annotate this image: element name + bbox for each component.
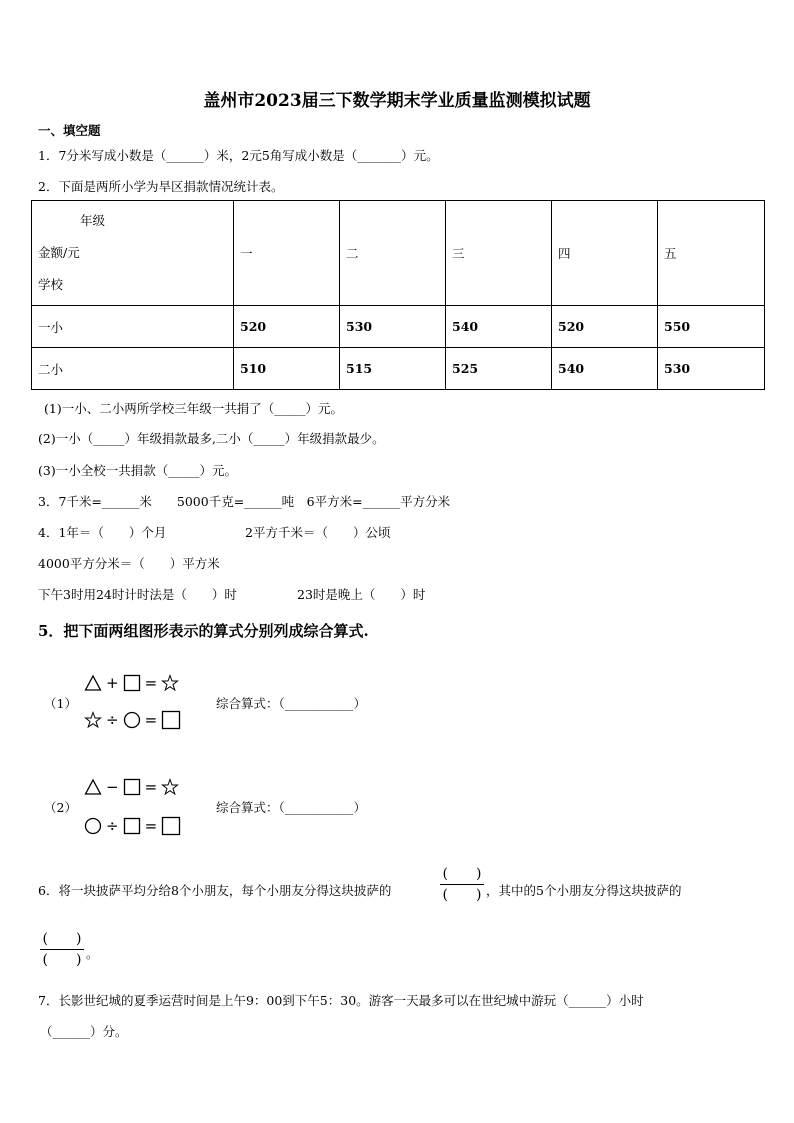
- square-icon: [123, 778, 141, 796]
- grade-header: 一: [234, 201, 340, 306]
- circle-icon: [84, 817, 102, 835]
- fraction-blank-1: [440, 865, 484, 904]
- equals-sign: =: [144, 778, 158, 796]
- fraction-numerator: ( ): [442, 866, 482, 882]
- grade-header: 五: [658, 201, 765, 306]
- shape-equation-2b: [84, 816, 181, 836]
- q5-group-2-label: （2）: [44, 800, 77, 815]
- equals-sign: =: [144, 711, 158, 729]
- circle-icon: [123, 711, 141, 729]
- table-cell: 540: [552, 348, 658, 390]
- q5-group-2-answer: 综合算式：（___________）: [216, 800, 367, 815]
- fraction-blank-2: [40, 930, 84, 969]
- shape-equation-2a: [84, 777, 179, 797]
- question-7-line-2: （______）分。: [40, 1024, 128, 1039]
- school-name: 一小: [32, 306, 234, 348]
- question-2-part-1: (1)一小、二小两所学校三年级一共捐了（_____）元。: [44, 401, 343, 416]
- fraction-denominator: ( ): [442, 887, 482, 903]
- square-icon: [123, 674, 141, 692]
- donation-table: [31, 200, 765, 390]
- grade-header: 四: [552, 201, 658, 306]
- question-6-end: 。: [86, 946, 99, 961]
- question-5: 5．把下面两组图形表示的算式分别列成综合算式.: [38, 622, 369, 640]
- table-row: [32, 306, 765, 348]
- question-6-text-2: ，其中的5个小朋友分得这块披萨的: [486, 883, 682, 898]
- question-1: 1．7分米写成小数是（______）米，2元5角写成小数是（_______）元。: [38, 148, 439, 163]
- grade-header: 三: [446, 201, 552, 306]
- table-row: [32, 348, 765, 390]
- square-icon: [161, 816, 181, 836]
- equals-sign: =: [144, 817, 158, 835]
- question-4-e: 23时是晚上（ ）时: [297, 587, 426, 602]
- question-4-b: 2平方千米＝（ ）公顷: [245, 525, 391, 540]
- table-cell: 530: [340, 306, 446, 348]
- diagonal-header-cell: [32, 201, 234, 306]
- fraction-numerator: ( ): [42, 931, 82, 947]
- section-heading: 一、填空题: [38, 123, 101, 138]
- q5-group-1-label: （1）: [44, 696, 77, 711]
- divide-sign: ÷: [106, 817, 119, 835]
- square-icon: [161, 710, 181, 730]
- star-icon: [84, 711, 102, 729]
- question-4-d: 下午3时用24时计时法是（ ）时: [38, 587, 237, 602]
- grade-header: 二: [340, 201, 446, 306]
- minus-sign: −: [106, 778, 119, 796]
- shape-equation-1a: [84, 673, 179, 693]
- star-icon: [161, 674, 179, 692]
- question-2: 2．下面是两所小学为旱区捐款情况统计表。: [38, 179, 284, 194]
- header-amount: 金额/元: [38, 245, 80, 260]
- table-cell: 515: [340, 348, 446, 390]
- header-grade: 年级: [80, 213, 106, 228]
- question-4-c: 4000平方分米＝（ ）平方米: [38, 556, 220, 571]
- table-cell: 550: [658, 306, 765, 348]
- question-2-part-3: (3)一小全校一共捐款（_____）元。: [38, 463, 237, 478]
- triangle-icon: [84, 674, 102, 692]
- plus-sign: +: [106, 674, 119, 692]
- q5-group-1-answer: 综合算式：（___________）: [216, 696, 367, 711]
- school-name: 二小: [32, 348, 234, 390]
- table-cell: 525: [446, 348, 552, 390]
- equals-sign: =: [144, 674, 158, 692]
- fraction-bar: [40, 949, 84, 950]
- question-2-part-2: (2)一小（_____）年级捐款最多,二小（_____）年级捐款最少。: [38, 431, 385, 446]
- table-cell: 520: [552, 306, 658, 348]
- table-cell: 520: [234, 306, 340, 348]
- question-3: 3．7千米=______米 5000千克=______吨 6平方米=______平方分米: [38, 494, 451, 509]
- square-icon: [123, 817, 141, 835]
- table-header-row: [32, 201, 765, 306]
- divide-sign: ÷: [106, 711, 119, 729]
- question-4-a: 4．1年＝（ ）个月: [38, 525, 167, 540]
- table-cell: 530: [658, 348, 765, 390]
- question-6-text: 6．将一块披萨平均分给8个小朋友，每个小朋友分得这块披萨的: [38, 883, 392, 898]
- star-icon: [161, 778, 179, 796]
- question-7-line-1: 7．长影世纪城的夏季运营时间是上午9：00到下午5：30。游客一天最多可以在世纪城中游玩（______）小时: [38, 993, 644, 1008]
- header-school: 学校: [38, 277, 64, 292]
- page-title: 盖州市2023届三下数学期末学业质量监测模拟试题: [203, 91, 591, 111]
- table-cell: 510: [234, 348, 340, 390]
- table-cell: 540: [446, 306, 552, 348]
- fraction-denominator: ( ): [42, 952, 82, 968]
- shape-equation-1b: [84, 710, 181, 730]
- triangle-icon: [84, 778, 102, 796]
- fraction-bar: [440, 884, 484, 885]
